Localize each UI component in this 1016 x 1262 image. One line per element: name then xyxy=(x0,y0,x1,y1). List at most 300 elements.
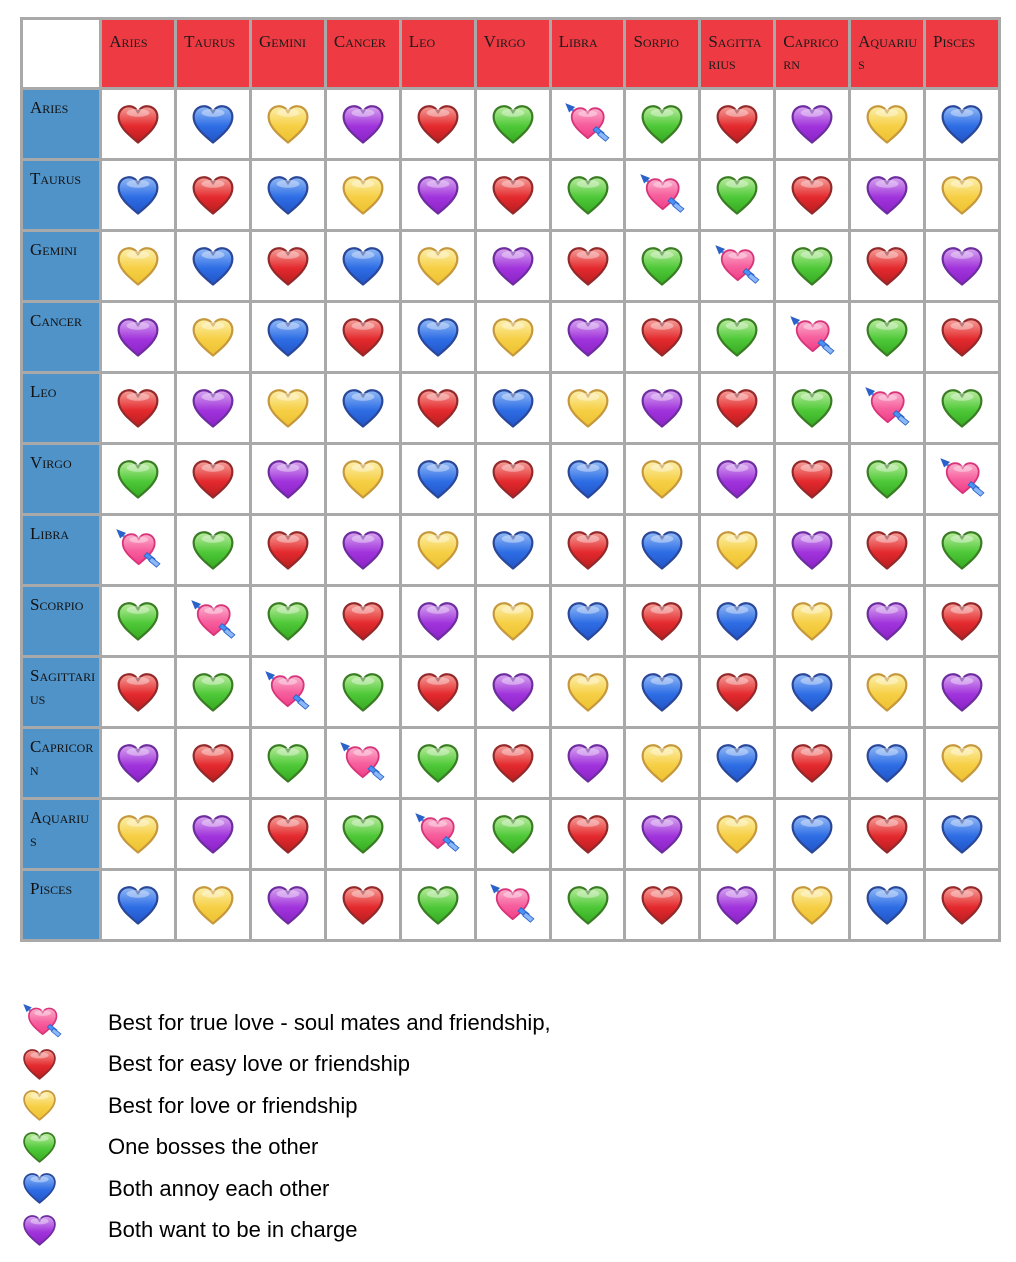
cell-taurus-sorpio xyxy=(625,160,700,231)
red-heart-icon xyxy=(790,459,834,500)
row-header-leo: Leo xyxy=(22,373,101,444)
cell-scorpio-virgo xyxy=(475,586,550,657)
blue-heart-icon xyxy=(22,1172,57,1205)
blue-heart-icon xyxy=(341,388,385,429)
cell-gemini-gemini xyxy=(251,231,326,302)
green-heart-icon xyxy=(715,317,759,358)
purple-heart-icon xyxy=(715,885,759,926)
cell-virgo-sorpio xyxy=(625,444,700,515)
blue-heart-icon xyxy=(790,672,834,713)
red-heart-icon xyxy=(491,743,535,784)
cell-libra-pisces xyxy=(925,515,1000,586)
red-heart-icon xyxy=(266,814,310,855)
green-heart-icon xyxy=(116,601,160,642)
row-header-libra: Libra xyxy=(22,515,101,586)
red-heart-icon xyxy=(341,601,385,642)
cell-aries-aries xyxy=(101,89,176,160)
cell-cancer-aquarius xyxy=(850,302,925,373)
heart-with-arrow-icon xyxy=(22,1004,63,1041)
cell-aquarius-leo xyxy=(400,799,475,870)
cell-taurus-cancer xyxy=(325,160,400,231)
cell-taurus-taurus xyxy=(176,160,251,231)
header-row xyxy=(22,19,1000,89)
yellow-heart-icon xyxy=(266,388,310,429)
purple-heart-icon xyxy=(22,1214,57,1247)
table-row-pisces xyxy=(22,870,1000,941)
yellow-heart-icon xyxy=(940,743,984,784)
red-heart-icon xyxy=(116,388,160,429)
heart-with-arrow-icon xyxy=(339,742,386,785)
row-header-scorpio: Scorpio xyxy=(22,586,101,657)
legend-icon-wrap xyxy=(22,1214,66,1247)
cell-capricorn-leo xyxy=(400,728,475,799)
cell-aries-virgo xyxy=(475,89,550,160)
cell-aquarius-aquarius xyxy=(850,799,925,870)
zodiac-compatibility-page xyxy=(0,17,1016,1262)
cell-scorpio-taurus xyxy=(176,586,251,657)
green-heart-icon xyxy=(940,388,984,429)
cell-aries-pisces xyxy=(925,89,1000,160)
purple-heart-icon xyxy=(790,104,834,145)
column-header-libra: Libra xyxy=(550,19,625,89)
cell-aries-sagittarius xyxy=(700,89,775,160)
red-heart-icon xyxy=(715,388,759,429)
red-heart-icon xyxy=(940,885,984,926)
cell-scorpio-pisces xyxy=(925,586,1000,657)
purple-heart-icon xyxy=(865,601,909,642)
heart-with-arrow-icon xyxy=(264,671,311,714)
cell-sagittarius-cancer xyxy=(325,657,400,728)
yellow-heart-icon xyxy=(640,459,684,500)
cell-capricorn-sagittarius xyxy=(700,728,775,799)
column-header-gemini: Gemini xyxy=(251,19,326,89)
cell-scorpio-libra xyxy=(550,586,625,657)
purple-heart-icon xyxy=(416,175,460,216)
blue-heart-icon xyxy=(491,530,535,571)
cell-virgo-cancer xyxy=(325,444,400,515)
cell-sagittarius-sorpio xyxy=(625,657,700,728)
purple-heart-icon xyxy=(566,317,610,358)
column-header-aquarius: Aquarius xyxy=(850,19,925,89)
yellow-heart-icon xyxy=(22,1089,57,1122)
yellow-heart-icon xyxy=(790,601,834,642)
legend-icon-wrap xyxy=(22,1048,66,1081)
table-row-aquarius xyxy=(22,799,1000,870)
column-header-aries: Aries xyxy=(101,19,176,89)
green-heart-icon xyxy=(715,175,759,216)
cell-capricorn-gemini xyxy=(251,728,326,799)
corner-cell xyxy=(22,19,101,89)
blue-heart-icon xyxy=(640,530,684,571)
green-heart-icon xyxy=(116,459,160,500)
yellow-heart-icon xyxy=(715,814,759,855)
cell-scorpio-aquarius xyxy=(850,586,925,657)
row-header-pisces: Pisces xyxy=(22,870,101,941)
cell-cancer-virgo xyxy=(475,302,550,373)
blue-heart-icon xyxy=(865,885,909,926)
cell-pisces-leo xyxy=(400,870,475,941)
purple-heart-icon xyxy=(341,104,385,145)
purple-heart-icon xyxy=(491,246,535,287)
yellow-heart-icon xyxy=(116,814,160,855)
cell-taurus-libra xyxy=(550,160,625,231)
cell-gemini-virgo xyxy=(475,231,550,302)
blue-heart-icon xyxy=(491,388,535,429)
yellow-heart-icon xyxy=(191,317,235,358)
purple-heart-icon xyxy=(715,459,759,500)
yellow-heart-icon xyxy=(266,104,310,145)
cell-libra-taurus xyxy=(176,515,251,586)
column-header-sagittarius: Sagittarius xyxy=(700,19,775,89)
blue-heart-icon xyxy=(940,104,984,145)
red-heart-icon xyxy=(116,104,160,145)
cell-libra-capricorn xyxy=(775,515,850,586)
cell-libra-gemini xyxy=(251,515,326,586)
table-body xyxy=(22,89,1000,941)
cell-aquarius-gemini xyxy=(251,799,326,870)
cell-aries-gemini xyxy=(251,89,326,160)
table-row-libra xyxy=(22,515,1000,586)
purple-heart-icon xyxy=(940,672,984,713)
column-header-taurus: Taurus xyxy=(176,19,251,89)
cell-scorpio-cancer xyxy=(325,586,400,657)
cell-sagittarius-aries xyxy=(101,657,176,728)
green-heart-icon xyxy=(566,885,610,926)
blue-heart-icon xyxy=(790,814,834,855)
cell-libra-aquarius xyxy=(850,515,925,586)
column-header-cancer: Cancer xyxy=(325,19,400,89)
legend-item-purple xyxy=(22,1210,1016,1252)
cell-leo-leo xyxy=(400,373,475,444)
red-heart-icon xyxy=(640,601,684,642)
legend-label: Best for true love - soul mates and friendship, xyxy=(108,1009,551,1035)
red-heart-icon xyxy=(491,459,535,500)
table-row-scorpio xyxy=(22,586,1000,657)
cell-libra-libra xyxy=(550,515,625,586)
cell-cancer-taurus xyxy=(176,302,251,373)
cell-virgo-taurus xyxy=(176,444,251,515)
cell-libra-sorpio xyxy=(625,515,700,586)
green-heart-icon xyxy=(566,175,610,216)
red-heart-icon xyxy=(491,175,535,216)
blue-heart-icon xyxy=(116,885,160,926)
green-heart-icon xyxy=(790,388,834,429)
cell-taurus-aquarius xyxy=(850,160,925,231)
cell-virgo-virgo xyxy=(475,444,550,515)
legend-item-blue xyxy=(22,1168,1016,1210)
blue-heart-icon xyxy=(715,743,759,784)
heart-with-arrow-icon xyxy=(564,103,611,146)
cell-pisces-sorpio xyxy=(625,870,700,941)
cell-leo-aries xyxy=(101,373,176,444)
blue-heart-icon xyxy=(341,246,385,287)
green-heart-icon xyxy=(790,246,834,287)
yellow-heart-icon xyxy=(865,672,909,713)
table-row-sagittarius xyxy=(22,657,1000,728)
cell-virgo-pisces xyxy=(925,444,1000,515)
red-heart-icon xyxy=(266,530,310,571)
purple-heart-icon xyxy=(940,246,984,287)
cell-cancer-leo xyxy=(400,302,475,373)
cell-pisces-aquarius xyxy=(850,870,925,941)
heart-with-arrow-icon xyxy=(939,458,986,501)
cell-capricorn-aries xyxy=(101,728,176,799)
yellow-heart-icon xyxy=(416,530,460,571)
red-heart-icon xyxy=(416,672,460,713)
blue-heart-icon xyxy=(865,743,909,784)
blue-heart-icon xyxy=(266,175,310,216)
cell-sagittarius-gemini xyxy=(251,657,326,728)
heart-with-arrow-icon xyxy=(489,884,536,927)
cell-aquarius-taurus xyxy=(176,799,251,870)
cell-scorpio-sagittarius xyxy=(700,586,775,657)
green-heart-icon xyxy=(940,530,984,571)
cell-aquarius-cancer xyxy=(325,799,400,870)
cell-aries-sorpio xyxy=(625,89,700,160)
yellow-heart-icon xyxy=(715,530,759,571)
column-header-capricorn: Capricorn xyxy=(775,19,850,89)
row-header-taurus: Taurus xyxy=(22,160,101,231)
cell-gemini-pisces xyxy=(925,231,1000,302)
purple-heart-icon xyxy=(266,885,310,926)
red-heart-icon xyxy=(865,814,909,855)
cell-leo-sorpio xyxy=(625,373,700,444)
cell-leo-gemini xyxy=(251,373,326,444)
cell-aries-aquarius xyxy=(850,89,925,160)
cell-libra-aries xyxy=(101,515,176,586)
cell-cancer-libra xyxy=(550,302,625,373)
legend-item-yellow xyxy=(22,1085,1016,1127)
heart-with-arrow-icon xyxy=(414,813,461,856)
yellow-heart-icon xyxy=(491,317,535,358)
cell-virgo-capricorn xyxy=(775,444,850,515)
cell-pisces-capricorn xyxy=(775,870,850,941)
red-heart-icon xyxy=(640,317,684,358)
cell-taurus-sagittarius xyxy=(700,160,775,231)
green-heart-icon xyxy=(22,1131,57,1164)
green-heart-icon xyxy=(191,672,235,713)
cell-sagittarius-pisces xyxy=(925,657,1000,728)
yellow-heart-icon xyxy=(341,459,385,500)
row-header-aries: Aries xyxy=(22,89,101,160)
red-heart-icon xyxy=(865,530,909,571)
heart-with-arrow-icon xyxy=(190,600,237,643)
legend-label: Best for love or friendship xyxy=(108,1092,358,1118)
cell-aquarius-capricorn xyxy=(775,799,850,870)
legend-item-cupid xyxy=(22,1002,1016,1044)
cell-scorpio-leo xyxy=(400,586,475,657)
purple-heart-icon xyxy=(640,388,684,429)
blue-heart-icon xyxy=(266,317,310,358)
cell-libra-sagittarius xyxy=(700,515,775,586)
cell-cancer-sagittarius xyxy=(700,302,775,373)
yellow-heart-icon xyxy=(865,104,909,145)
heart-with-arrow-icon xyxy=(864,387,911,430)
cell-capricorn-sorpio xyxy=(625,728,700,799)
legend-icon-wrap xyxy=(22,1089,66,1122)
purple-heart-icon xyxy=(191,388,235,429)
red-heart-icon xyxy=(566,246,610,287)
cell-pisces-gemini xyxy=(251,870,326,941)
cell-pisces-virgo xyxy=(475,870,550,941)
cell-leo-libra xyxy=(550,373,625,444)
green-heart-icon xyxy=(341,814,385,855)
legend-label: Best for easy love or friendship xyxy=(108,1051,411,1077)
cell-aries-capricorn xyxy=(775,89,850,160)
red-heart-icon xyxy=(191,743,235,784)
cell-capricorn-cancer xyxy=(325,728,400,799)
purple-heart-icon xyxy=(865,175,909,216)
cell-libra-leo xyxy=(400,515,475,586)
column-header-leo: Leo xyxy=(400,19,475,89)
cell-taurus-pisces xyxy=(925,160,1000,231)
cell-libra-cancer xyxy=(325,515,400,586)
red-heart-icon xyxy=(865,246,909,287)
column-header-sorpio: Sorpio xyxy=(625,19,700,89)
yellow-heart-icon xyxy=(640,743,684,784)
green-heart-icon xyxy=(640,246,684,287)
blue-heart-icon xyxy=(566,459,610,500)
cell-taurus-virgo xyxy=(475,160,550,231)
cell-virgo-sagittarius xyxy=(700,444,775,515)
cell-cancer-aries xyxy=(101,302,176,373)
blue-heart-icon xyxy=(566,601,610,642)
green-heart-icon xyxy=(640,104,684,145)
cell-leo-aquarius xyxy=(850,373,925,444)
red-heart-icon xyxy=(566,814,610,855)
purple-heart-icon xyxy=(341,530,385,571)
cell-leo-sagittarius xyxy=(700,373,775,444)
cell-leo-pisces xyxy=(925,373,1000,444)
cell-taurus-leo xyxy=(400,160,475,231)
red-heart-icon xyxy=(341,317,385,358)
legend-label: Both want to be in charge xyxy=(108,1217,358,1243)
yellow-heart-icon xyxy=(790,885,834,926)
purple-heart-icon xyxy=(116,743,160,784)
red-heart-icon xyxy=(790,743,834,784)
cell-virgo-libra xyxy=(550,444,625,515)
cell-pisces-aries xyxy=(101,870,176,941)
cell-gemini-taurus xyxy=(176,231,251,302)
cell-scorpio-aries xyxy=(101,586,176,657)
cell-cancer-cancer xyxy=(325,302,400,373)
cell-capricorn-capricorn xyxy=(775,728,850,799)
green-heart-icon xyxy=(491,814,535,855)
yellow-heart-icon xyxy=(940,175,984,216)
table-row-taurus xyxy=(22,160,1000,231)
purple-heart-icon xyxy=(566,743,610,784)
cell-scorpio-capricorn xyxy=(775,586,850,657)
cell-cancer-capricorn xyxy=(775,302,850,373)
cell-gemini-leo xyxy=(400,231,475,302)
row-header-gemini: Gemini xyxy=(22,231,101,302)
green-heart-icon xyxy=(341,672,385,713)
cell-aries-libra xyxy=(550,89,625,160)
green-heart-icon xyxy=(416,743,460,784)
green-heart-icon xyxy=(865,459,909,500)
table-row-aries xyxy=(22,89,1000,160)
blue-heart-icon xyxy=(191,104,235,145)
table-row-cancer xyxy=(22,302,1000,373)
cell-virgo-gemini xyxy=(251,444,326,515)
cell-capricorn-pisces xyxy=(925,728,1000,799)
blue-heart-icon xyxy=(191,246,235,287)
heart-with-arrow-icon xyxy=(789,316,836,359)
cell-taurus-aries xyxy=(101,160,176,231)
green-heart-icon xyxy=(491,104,535,145)
yellow-heart-icon xyxy=(566,388,610,429)
column-header-virgo: Virgo xyxy=(475,19,550,89)
compatibility-table xyxy=(20,17,1001,942)
purple-heart-icon xyxy=(790,530,834,571)
cell-pisces-libra xyxy=(550,870,625,941)
legend-item-red xyxy=(22,1044,1016,1086)
blue-heart-icon xyxy=(940,814,984,855)
red-heart-icon xyxy=(341,885,385,926)
legend-label: Both annoy each other xyxy=(108,1175,330,1201)
cell-sagittarius-libra xyxy=(550,657,625,728)
table-row-gemini xyxy=(22,231,1000,302)
yellow-heart-icon xyxy=(116,246,160,287)
red-heart-icon xyxy=(266,246,310,287)
cell-virgo-leo xyxy=(400,444,475,515)
cell-gemini-cancer xyxy=(325,231,400,302)
heart-with-arrow-icon xyxy=(714,245,761,288)
yellow-heart-icon xyxy=(191,885,235,926)
red-heart-icon xyxy=(640,885,684,926)
purple-heart-icon xyxy=(416,601,460,642)
cell-gemini-libra xyxy=(550,231,625,302)
column-header-pisces: Pisces xyxy=(925,19,1000,89)
blue-heart-icon xyxy=(640,672,684,713)
cell-capricorn-aquarius xyxy=(850,728,925,799)
red-heart-icon xyxy=(715,672,759,713)
red-heart-icon xyxy=(416,388,460,429)
cell-scorpio-gemini xyxy=(251,586,326,657)
cell-cancer-gemini xyxy=(251,302,326,373)
green-heart-icon xyxy=(416,885,460,926)
cell-capricorn-libra xyxy=(550,728,625,799)
cell-virgo-aquarius xyxy=(850,444,925,515)
cell-gemini-sorpio xyxy=(625,231,700,302)
cell-aquarius-aries xyxy=(101,799,176,870)
table-row-leo xyxy=(22,373,1000,444)
cell-taurus-capricorn xyxy=(775,160,850,231)
cell-sagittarius-virgo xyxy=(475,657,550,728)
heart-with-arrow-icon xyxy=(639,174,686,217)
cell-gemini-capricorn xyxy=(775,231,850,302)
red-heart-icon xyxy=(416,104,460,145)
cell-leo-taurus xyxy=(176,373,251,444)
cell-sagittarius-sagittarius xyxy=(700,657,775,728)
cell-capricorn-virgo xyxy=(475,728,550,799)
cell-libra-virgo xyxy=(475,515,550,586)
cell-aries-cancer xyxy=(325,89,400,160)
yellow-heart-icon xyxy=(341,175,385,216)
row-header-cancer: Cancer xyxy=(22,302,101,373)
yellow-heart-icon xyxy=(416,246,460,287)
red-heart-icon xyxy=(940,317,984,358)
cell-gemini-sagittarius xyxy=(700,231,775,302)
blue-heart-icon xyxy=(416,317,460,358)
cell-taurus-gemini xyxy=(251,160,326,231)
row-header-sagittarius: Sagittarius xyxy=(22,657,101,728)
red-heart-icon xyxy=(940,601,984,642)
cell-aquarius-sorpio xyxy=(625,799,700,870)
cell-pisces-taurus xyxy=(176,870,251,941)
red-heart-icon xyxy=(116,672,160,713)
legend-icon-wrap xyxy=(22,1004,66,1041)
